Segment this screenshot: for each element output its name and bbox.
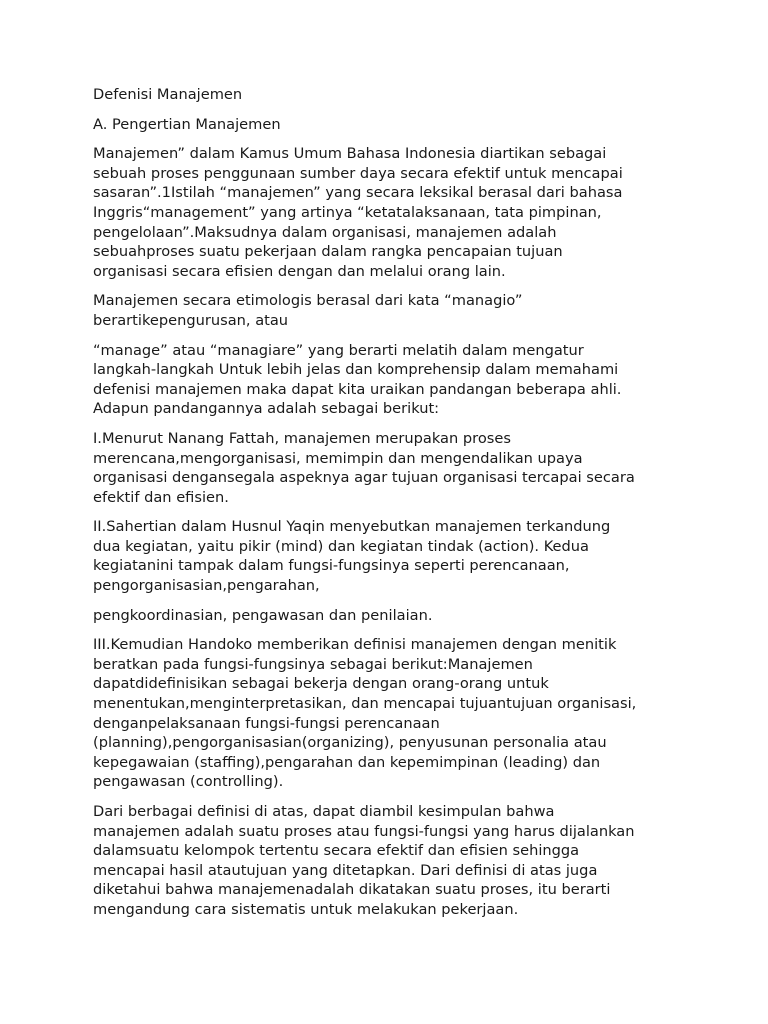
paragraph-kamus-definition: Manajemen” dalam Kamus Umum Bahasa Indonesia diartikan sebagai sebuah proses penggunaan sumber daya secara efektif untuk mencapai sasaran”.1Istilah “manajemen” yang secara leksikal berasal dari bahasa Inggris“management” yang artinya “ketatalaksanaan, tata pimpinan, pengelolaan”.Maksudnya dalam organisasi, manajemen adalah sebuahproses suatu pekerjaan dalam rangka pencapaian tujuan organisasi secara efisien dengan dan melalui orang lain.	[93, 145, 623, 280]
section-heading: A. Pengertian Manajemen	[93, 115, 281, 133]
paragraph-sahertian-continued: pengkoordinasian, pengawasan dan penilaian.	[93, 606, 433, 624]
paragraph-etymology: Manajemen secara etimologis berasal dari kata “managio” berartikepengurusan, atau	[93, 292, 523, 329]
paragraph-nanang-fattah: I.Menurut Nanang Fattah, manajemen merupakan proses merencana,mengorganisasi, memimpin dan mengendalikan upaya organisasi dengansegala aspeknya agar tujuan organisasi tercapai secara efektif dan efisien.	[93, 429, 635, 506]
paragraph-sahertian: II.Sahertian dalam Husnul Yaqin menyebutkan manajemen terkandung dua kegiatan, yaitu pikir (mind) dan kegiatan tindak (action). Kedua kegiatanini tampak dalam fungsi-fungsinya seperti perencanaan, pengorganisasian,pengarahan,	[93, 518, 611, 595]
document-title: Defenisi Manajemen	[93, 86, 243, 103]
paragraph-manage-origin: “manage” atau “managiare” yang berarti melatih dalam mengatur langkah-langkah Untuk lebih jelas dan komprehensip dalam memahami defenisi manajemen maka dapat kita uraikan pandangan beberapa ahli. Adapun pandangannya adalah sebagai berikut:	[93, 341, 622, 418]
paragraph-handoko: III.Kemudian Handoko memberikan definisi manajemen dengan menitik beratkan pada fungsi-fungsinya sebagai berikut:Manajemen dapatdidefinisikan sebagai bekerja dengan orang-orang untuk menentukan,menginterpretasikan, dan mencapai tujuantujuan organisasi, denganpelaksanaan fungsi-fungsi perencanaan (planning),pengorganisasian(organizing), penyusunan personalia atau kepegawaian (staffing),pengarahan dan kepemimpinan (leading) dan pengawasan (controlling).	[93, 636, 637, 791]
document-body	[93, 85, 675, 930]
paragraph-conclusion: Dari berbagai definisi di atas, dapat diambil kesimpulan bahwa manajemen adalah suatu proses atau fungsi-fungsi yang harus dijalankan dalamsuatu kelompok tertentu secara efektif dan efisien sehingga mencapai hasil atautujuan yang ditetapkan. Dari definisi di atas juga diketahui bahwa manajemenadalah dikatakan suatu proses, itu berarti mengandung cara sistematis untuk melakukan pekerjaan.	[93, 803, 635, 918]
